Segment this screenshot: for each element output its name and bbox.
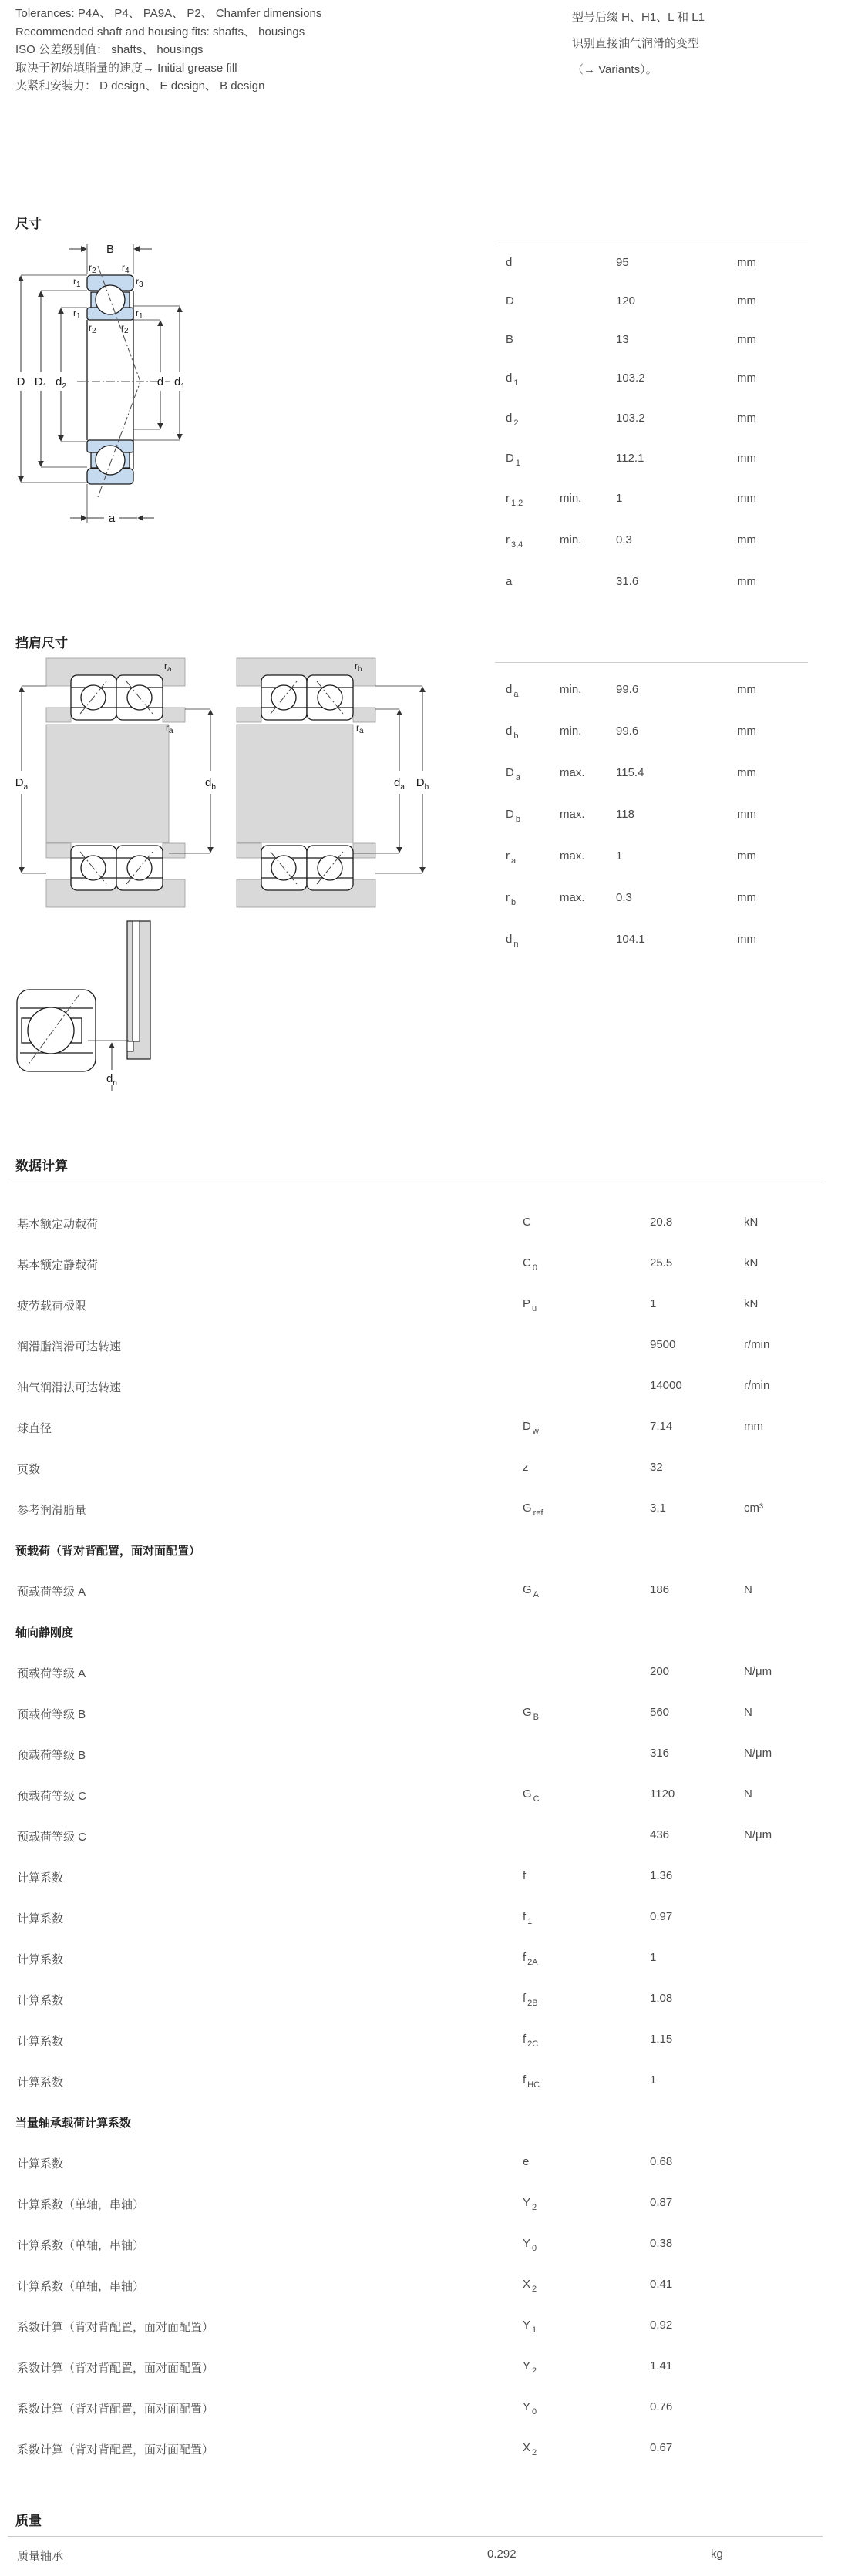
value: 1 [650, 1297, 657, 1310]
value: 200 [650, 1665, 670, 1678]
value: 1 [616, 492, 623, 505]
note-tolerances: Tolerances: P4A、 P4、 PA9A、 P2、 Chamfer dimensions [15, 7, 322, 20]
row-stiff-A [15, 1665, 834, 1685]
row-mass-bearing [15, 2547, 834, 2568]
dim-label-db: $d_b$ [205, 776, 216, 792]
unit: mm [737, 492, 756, 505]
row-stiff-B [15, 1747, 834, 1767]
row-label: 油气润滑法可达转速 [17, 1381, 122, 1394]
value: 0.68 [650, 2155, 673, 2168]
note-variant: 识别直接油气润滑的变型 [572, 37, 700, 50]
value: 0.38 [650, 2237, 673, 2250]
row-dynamic-load [15, 1216, 834, 1236]
dim-label-d1: $d_1$ [174, 375, 185, 391]
shaft-shoulder-right [163, 708, 185, 722]
row-factor-e [15, 2155, 834, 2175]
symbol: Y $_1$ [523, 2319, 537, 2335]
dim-label-d: d [156, 375, 164, 388]
unit: mm [737, 725, 756, 738]
symbol: G $_A$ [523, 1583, 540, 1599]
unit: mm [737, 683, 756, 696]
value: 31.6 [616, 575, 639, 588]
dim-label-r3: $r_3$ [136, 276, 143, 289]
unit: mm [737, 575, 756, 588]
unit: mm [737, 256, 756, 269]
row-preload-A [15, 1583, 834, 1603]
symbol [523, 1828, 524, 1841]
row-label: 计算系数 [17, 1871, 64, 1885]
value: 118 [616, 808, 634, 821]
value: 115.4 [616, 766, 644, 779]
nozzle-channel [133, 921, 140, 1041]
value: 7.14 [650, 1420, 673, 1433]
row-factor-f [15, 1869, 834, 1889]
bearing-pair-bottom [261, 846, 353, 890]
unit: cm³ [744, 1502, 763, 1515]
symbol: a [506, 575, 513, 588]
symbol: P $_u$ [523, 1297, 537, 1313]
row-label: 页数 [17, 1463, 41, 1476]
qualifier: max. [560, 766, 585, 779]
unit: N/μm [744, 1828, 772, 1841]
row-label: 系数计算（背对背配置，面对面配置） [17, 2362, 214, 2375]
qualifier: min. [560, 683, 582, 696]
value: 103.2 [616, 372, 645, 385]
value: 436 [650, 1828, 670, 1841]
symbol: e [523, 2155, 530, 2168]
value: 1.08 [650, 1992, 673, 2005]
row-label: 疲劳载荷极限 [17, 1300, 87, 1313]
section-title-mass: 质量 [15, 2514, 42, 2528]
symbol: r $_a$ [506, 849, 517, 866]
value: 0.41 [650, 2278, 673, 2291]
qualifier: min. [560, 725, 582, 738]
value: 1 [650, 1951, 657, 1964]
value: 0.87 [650, 2196, 673, 2209]
unit: r/min [744, 1338, 770, 1351]
symbol: Y $_2$ [523, 2359, 537, 2376]
symbol: r $_b$ [506, 891, 517, 907]
value: 99.6 [616, 683, 639, 696]
value: 0.97 [650, 1910, 673, 1923]
row-factor-Y0-single [15, 2237, 834, 2257]
unit: mm [737, 294, 756, 308]
row-label: 预载荷等级 C [17, 1790, 87, 1803]
symbol: Y $_0$ [523, 2400, 537, 2416]
qualifier: max. [560, 849, 585, 863]
symbol: d $_a$ [506, 683, 519, 699]
row-factor-Y2-single [15, 2196, 834, 2216]
value: 1.15 [650, 2033, 673, 2046]
value: 0.292 [487, 2547, 517, 2561]
row-preload-B [15, 1706, 834, 1726]
symbol: G $_C$ [523, 1787, 540, 1804]
value: 1.41 [650, 2359, 673, 2373]
dim-label-D: D [16, 375, 25, 388]
unit: mm [737, 849, 756, 863]
unit: mm [737, 808, 756, 821]
unit: kN [744, 1256, 759, 1270]
row-label: 基本额定动载荷 [17, 1218, 99, 1231]
value: 0.3 [616, 533, 632, 546]
row-label: 计算系数 [17, 2076, 64, 2089]
value: 120 [616, 294, 636, 308]
shaft-shoulder-right-bottom [353, 843, 375, 858]
symbol: d $_1$ [506, 372, 519, 388]
row-label: 计算系数 [17, 2035, 64, 2048]
symbol: Y $_0$ [523, 2237, 537, 2253]
bearing-cross-section-drawing [12, 235, 197, 524]
symbol: D $_a$ [506, 766, 520, 782]
dim-label-ra-mid: $r_a$ [166, 722, 173, 735]
row-label: 润滑脂润滑可达转速 [17, 1340, 122, 1354]
row-factor-fHC [15, 2073, 834, 2093]
divider [8, 2536, 823, 2537]
value: 99.6 [616, 725, 639, 738]
shaft-shoulder-right [353, 708, 375, 722]
value: 316 [650, 1747, 670, 1760]
value: 13 [616, 333, 629, 346]
value: 112.1 [616, 452, 644, 465]
unit: mm [737, 891, 756, 904]
subsection-preload: 预载荷（背对背配置，面对面配置） [15, 1545, 201, 1558]
unit: mm [737, 933, 756, 946]
shaft-shoulder-left-bottom [237, 843, 261, 858]
row-grease-quantity [15, 1502, 834, 1522]
symbol: D $_1$ [506, 452, 520, 468]
symbol: G $_B$ [523, 1706, 540, 1722]
unit: r/min [744, 1379, 770, 1392]
symbol: d $_b$ [506, 725, 519, 741]
symbol: f $_{2B}$ [523, 1992, 538, 2008]
symbol: X $_2$ [523, 2441, 537, 2457]
row-ball-count [15, 1461, 834, 1481]
unit: mm [737, 372, 756, 385]
section-title-calculation: 数据计算 [15, 1159, 68, 1173]
symbol: d $_2$ [506, 412, 519, 428]
symbol: d $_n$ [506, 933, 519, 949]
dim-label-r2-midleft: $r_2$ [89, 322, 96, 335]
unit: mm [737, 766, 756, 779]
unit: N [744, 1583, 752, 1596]
qualifier: min. [560, 492, 582, 505]
row-fatigue-limit [15, 1297, 834, 1317]
row-oilair-speed [15, 1379, 834, 1399]
symbol: f [523, 1869, 527, 1882]
abutment-drawing-left [15, 654, 235, 912]
row-factor-Y0-paired [15, 2400, 834, 2420]
bearing-pair-top [71, 675, 163, 720]
dim-label-r2-topleft: $r_2$ [89, 262, 96, 275]
row-label: 预载荷等级 B [17, 1749, 86, 1762]
note-clamping: 夹紧和安装力： D design、 E design、 B design [15, 79, 265, 92]
symbol: Y $_2$ [523, 2196, 537, 2212]
shaft-shoulder-right-bottom [163, 843, 185, 858]
value: 9500 [650, 1338, 676, 1351]
unit: kN [744, 1216, 759, 1229]
value: 25.5 [650, 1256, 673, 1270]
unit: N/μm [744, 1665, 772, 1678]
section-title-abutment: 挡肩尺寸 [15, 636, 68, 651]
symbol: D $_w$ [523, 1420, 539, 1436]
row-factor-X2-single [15, 2278, 834, 2298]
shaft [46, 725, 169, 842]
section-title-dimensions: 尺寸 [15, 217, 42, 231]
shaft-shoulder-left [46, 708, 71, 722]
symbol: X $_2$ [523, 2278, 537, 2294]
symbol: f $_{2A}$ [523, 1951, 538, 1967]
symbol: z [523, 1461, 529, 1474]
unit: N/μm [744, 1747, 772, 1760]
symbol: r $_{3,4}$ [506, 533, 523, 550]
value: 1.36 [650, 1869, 673, 1882]
shaft-shoulder-left-bottom [46, 843, 71, 858]
row-static-load [15, 1256, 834, 1276]
row-factor-f1 [15, 1910, 834, 1930]
note-variants-link: （→ Variants）。 [572, 63, 658, 76]
dim-label-B: B [106, 243, 115, 256]
row-label: 计算系数 [17, 2157, 64, 2171]
symbol: f $_1$ [523, 1910, 533, 1926]
value: 95 [616, 256, 629, 269]
row-label: 计算系数 [17, 1953, 64, 1966]
unit: mm [737, 533, 756, 546]
symbol: f $_{2C}$ [523, 2033, 539, 2049]
symbol: D $_b$ [506, 808, 520, 824]
value: 32 [650, 1461, 663, 1474]
value: 0.3 [616, 891, 632, 904]
value: 0.92 [650, 2319, 673, 2332]
symbol [523, 1665, 524, 1678]
row-stiff-C [15, 1828, 834, 1848]
symbol: r $_{1,2}$ [506, 492, 523, 508]
unit: N [744, 1787, 752, 1801]
symbol: C $_0$ [523, 1256, 537, 1273]
row-factor-f2A [15, 1951, 834, 1971]
row-label: 球直径 [17, 1422, 52, 1435]
dim-label-dn: $d_n$ [106, 1072, 117, 1088]
row-label: 计算系数 [17, 1912, 64, 1925]
dimensions-table [495, 244, 808, 607]
note-suffix: 型号后缀 H、H1、L 和 L1 [572, 11, 705, 24]
row-label: 基本额定静载荷 [17, 1259, 99, 1272]
value: 104.1 [616, 933, 645, 946]
row-label: 参考润滑脂量 [17, 1504, 87, 1517]
value: 560 [650, 1706, 670, 1719]
symbol: d [506, 256, 513, 269]
value: 20.8 [650, 1216, 673, 1229]
row-factor-f2C [15, 2033, 834, 2053]
symbol: G $_{ref}$ [523, 1502, 543, 1518]
dim-label-r1-midleft: $r_1$ [73, 308, 81, 321]
unit: mm [737, 452, 756, 465]
subsection-stiffness: 轴向静刚度 [15, 1626, 74, 1639]
nozzle-tip [127, 1041, 133, 1051]
dim-label-a: a [108, 512, 116, 525]
row-label: 预载荷等级 A [17, 1667, 86, 1680]
unit: mm [737, 412, 756, 425]
symbol: D [506, 294, 514, 308]
unit: mm [737, 333, 756, 346]
dim-label-r1-left: $r_1$ [73, 276, 81, 289]
symbol [523, 1747, 524, 1760]
dim-label-ra-mid: $r_a$ [356, 722, 364, 735]
symbol [523, 1338, 524, 1351]
note-grease: 取决于初始填脂量的速度→ Initial grease fill [15, 61, 237, 75]
row-label: 计算系数（单轴，串轴） [17, 2239, 145, 2252]
row-label: 计算系数（单轴，串轴） [17, 2280, 145, 2293]
row-grease-speed [15, 1338, 834, 1358]
row-factor-Y1-paired [15, 2319, 834, 2339]
qualifier: min. [560, 533, 582, 546]
bearing-section [17, 990, 96, 1071]
unit: mm [744, 1420, 763, 1433]
row-factor-f2B [15, 1992, 834, 2012]
dim-label-r1-midright: $r_1$ [136, 308, 143, 321]
row-preload-C [15, 1787, 834, 1808]
row-label: 系数计算（背对背配置，面对面配置） [17, 2403, 214, 2416]
row-label: 计算系数（单轴，串轴） [17, 2198, 145, 2211]
row-factor-X2-paired [15, 2441, 834, 2461]
symbol: B [506, 333, 514, 346]
top-notes-left [15, 5, 321, 96]
bearing-pair-bottom [71, 846, 163, 890]
unit: kg [711, 2547, 723, 2561]
value: 14000 [650, 1379, 682, 1392]
bearing-pair-top [261, 675, 353, 720]
shaft-shoulder-left [237, 708, 261, 722]
value: 1 [616, 849, 623, 863]
dim-label-D1: $D_1$ [34, 375, 48, 391]
value: 186 [650, 1583, 670, 1596]
dim-label-d2: $d_2$ [56, 375, 66, 391]
dim-label-Da: $D_a$ [15, 776, 29, 792]
unit: kN [744, 1297, 759, 1310]
qualifier: max. [560, 891, 585, 904]
ball-bottom [96, 446, 125, 475]
shaft [237, 725, 353, 842]
abutment-drawing-right [234, 654, 430, 912]
dim-label-Db: $D_b$ [416, 776, 429, 792]
unit: N [744, 1706, 752, 1719]
dim-label-r2-midright: $r_2$ [121, 322, 129, 335]
abutment-table [495, 662, 808, 971]
dim-label-r4: $r_4$ [122, 262, 130, 275]
subsection-equivalent-load: 当量轴承载荷计算系数 [15, 2117, 132, 2130]
nozzle-drawing [14, 919, 172, 1092]
value: 1 [650, 2073, 657, 2087]
row-label: 系数计算（背对背配置，面对面配置） [17, 2321, 214, 2334]
qualifier: max. [560, 808, 585, 821]
value: 0.67 [650, 2441, 673, 2454]
row-factor-Y2-paired [15, 2359, 834, 2379]
note-iso: ISO 公差级别值： shafts、 housings [15, 43, 204, 56]
dim-label-rb-top: $r_b$ [355, 661, 362, 674]
symbol: C [523, 1216, 531, 1229]
row-label: 预载荷等级 B [17, 1708, 86, 1721]
dim-label-ra-top: $r_a$ [164, 661, 172, 674]
dim-label-da: $d_a$ [394, 776, 405, 792]
symbol [523, 1379, 524, 1392]
value: 1120 [650, 1787, 675, 1801]
row-label: 系数计算（背对背配置，面对面配置） [17, 2443, 214, 2457]
value: 103.2 [616, 412, 645, 425]
row-ball-diameter [15, 1420, 834, 1440]
value: 0.76 [650, 2400, 673, 2413]
row-label: 预载荷等级 C [17, 1831, 87, 1844]
symbol: f $_{HC}$ [523, 2073, 540, 2090]
note-fits: Recommended shaft and housing fits: shafts、 housings [15, 25, 305, 39]
row-label: 预载荷等级 A [17, 1586, 86, 1599]
value: 3.1 [650, 1502, 666, 1515]
row-label: 质量轴承 [17, 2550, 64, 2563]
top-notes-right [572, 5, 705, 83]
row-label: 计算系数 [17, 1994, 64, 2007]
